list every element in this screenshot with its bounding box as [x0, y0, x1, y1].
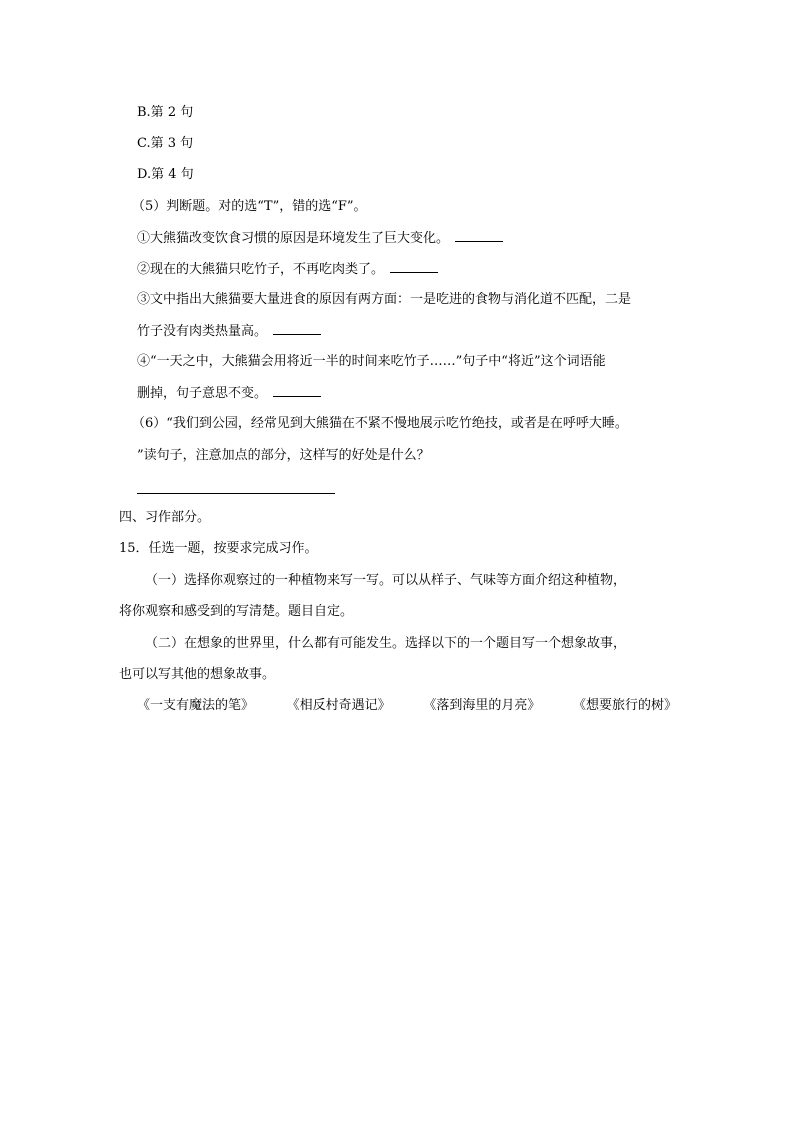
q5-item-3-blank[interactable] — [273, 322, 321, 335]
q5-item-4-line-1: ④“一天之中，大熊猫会用将近一半的时间来吃竹子……”句子中“将近”这个词语能 — [137, 354, 606, 369]
essay-option-1-line-2: 将你观察和感受到的写清楚。题目自定。 — [119, 604, 354, 619]
q5-item-3-line-1: ③文中指出大熊猫要大量进食的原因有两方面：一是吃进的食物与消化道不匹配，二是 — [137, 292, 632, 307]
q5-item-1-text: ①大熊猫改变饮食习惯的原因是环境发生了巨大变化。 — [137, 231, 450, 246]
q5-item-4-blank[interactable] — [273, 384, 321, 397]
q5-item-2 — [137, 260, 438, 278]
q5-item-1-blank[interactable] — [455, 229, 503, 242]
question-15: 15．任选一题，按要求完成习作。 — [119, 541, 318, 556]
q6-line-2: ”读句子，注意加点的部分，这样写的好处是什么？ — [137, 448, 430, 463]
essay-title-3: 《落到海里的月亮》 — [423, 698, 541, 713]
q5-item-4-line-2 — [137, 384, 321, 402]
q5-item-4-text: 删掉，句子意思不变。 — [137, 386, 268, 401]
q5-item-1 — [137, 229, 503, 247]
q5-item-3-line-2 — [137, 322, 321, 340]
essay-option-1-line-1: （一）选择你观察过的一种植物来写一写。可以从样子、气味等方面介绍这种植物， — [145, 573, 627, 588]
essay-title-list — [137, 697, 677, 715]
q5-stem: （5）判断题。对的选“T”，错的选“F”。 — [132, 199, 367, 214]
essay-title-2: 《相反村奇遇记》 — [286, 698, 391, 713]
essay-title-4: 《想要旅行的树》 — [572, 698, 677, 713]
option-c: C.第 3 句 — [137, 136, 194, 151]
option-b: B.第 2 句 — [137, 105, 194, 120]
essay-option-2-line-1: （二）在想象的世界里，什么都有可能发生。选择以下的一个题目写一个想象故事， — [145, 636, 627, 651]
essay-option-2-line-2: 也可以写其他的想象故事。 — [119, 667, 276, 682]
section-4-heading: 四、习作部分。 — [119, 510, 211, 525]
q5-item-3-text: 竹子没有肉类热量高。 — [137, 324, 268, 339]
q6-answer-line[interactable] — [137, 493, 335, 494]
option-d: D.第 4 句 — [137, 167, 194, 182]
q5-item-2-text: ②现在的大熊猫只吃竹子，不再吃肉类了。 — [137, 262, 385, 277]
essay-title-1: 《一支有魔法的笔》 — [137, 698, 255, 713]
q6-line-1: （6）“我们到公园，经常见到大熊猫在不紧不慢地展示吃竹绝技，或者是在呼呼大睡。 — [132, 416, 628, 431]
q5-item-2-blank[interactable] — [390, 260, 438, 273]
